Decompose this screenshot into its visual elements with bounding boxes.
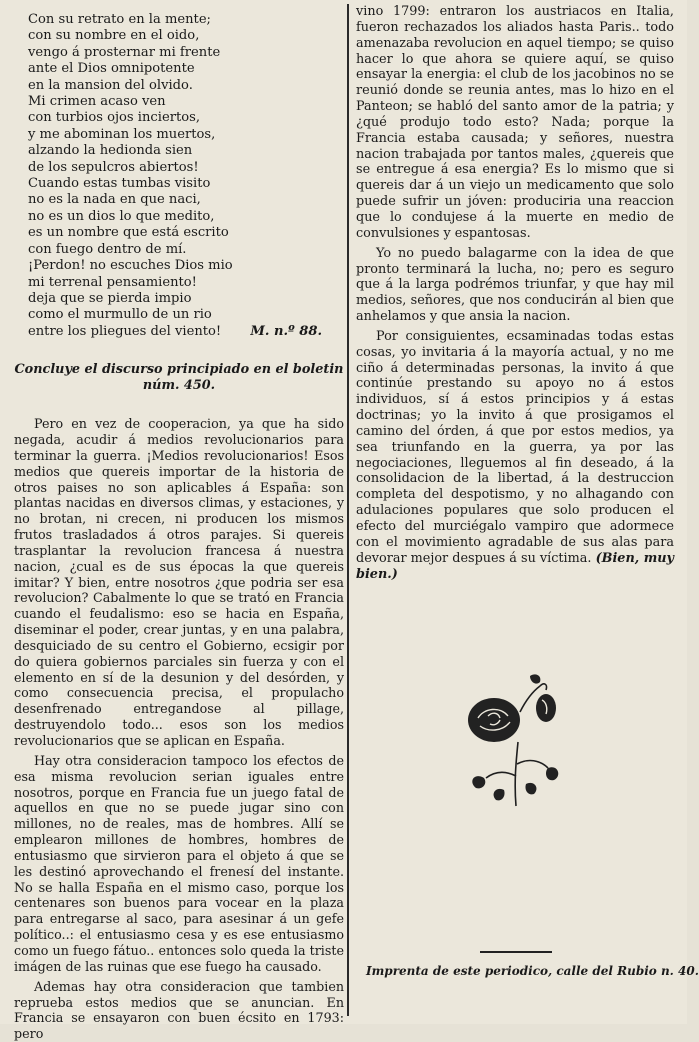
paragraph-text: Por consiguientes, ecsaminadas todas estas cosas, yo invitaria á la mayoría actual, y no me ciño á determinadas personas, la invito á que continúe prestando su apoyo no á estos individuos, sí á estos principios y á estas doctrinas; yo la invito á que prosigamos el camino del órden, á que por estos medios, ya sea triunfando en la guerra, ya por las negociaciones, lleguemos al fin deseado, á la consolidacion de la libertad, á la destruccion completa del despotismo, y no alhagando con adulaciones populares que solo producen el efecto del murciégalo vampiro que adormece con el movimiento agradable de sus alas para devorar mejor despues á su víctima. (356, 328, 674, 566)
poem-line: con turbios ojos inciertos, (28, 110, 200, 126)
poem-line: es un nombre que está escrito (28, 225, 229, 241)
poem-line: no es un dios lo que medito, (28, 208, 215, 224)
paragraph (356, 329, 674, 583)
column-rule (347, 4, 349, 1016)
poem-line: ante el Dios omnipotente (28, 61, 195, 77)
left-prose (14, 416, 344, 1042)
poem-line: vengo á prosternar mi frente (28, 44, 221, 60)
paragraph: Hay otra consideracion tampoco los efectos de esa misma revolucion serian iguales entre nosotros, porque en Francia fue un juego fatal de aquellos en que no se puede jugar sino con millones, no de reales, mas de hombres. Allí se emplearon millones de hombres, hombres de entusiasmo que sirvieron para el objeto á que se les destinó aprovechando el frenesí del instante. No se halla España en el mismo caso, porque los centenares son buenos para vocear en la plaza para entregarse al saco, para asesinar á un gefe político..: el entusiasmo cesa y es ese entusiasmo como un fuego fátuo.. entonces solo queda la triste imágen de las ruinas que ese fuego ha causado. (14, 752, 344, 974)
imprint-rule (480, 951, 552, 953)
poem-last-line: entre los pliegues del viento! (28, 323, 222, 339)
poem-line: alzando la hedionda sien (28, 143, 193, 159)
right-column (356, 4, 699, 1018)
section-heading-line2: núm. 450. (142, 378, 216, 394)
paragraph: Pero en vez de cooperacion, ya que ha sido negada, acudir á medios revolucionarios para terminar la guerra. ¡Medios revolucionarios! Esos medios que quereis importar de la historia de otros paises no son aplicables á España: son plantas nacidas en diversos climas, y estaciones, y no brotan, ni crecen, ni producen los mismos frutos trasladados á otros parajes. Si quereis trasplantar la revolucion francesa á nuestra nacion, ¿cual es de sus épocas la que quereis imitar? Y bien, entre nosotros ¿que podria ser esa revolucion? Cabalmente lo que se trató en Francia cuando el feudalismo: eso se hacia en España, diseminar el poder, crear juntas, y en una palabra, desquiciado de su centro el Gobierno, ecsigir por do quiera gobiernos parciales sin fuerza y con el elemento en sí de la desunion y del desórden, y como consecuencia precisa, el propulacho desenfrenado entregandose al pillage, destruyendolo todo... esos son los medios revolucionarios que se aplican en España. (14, 416, 344, 748)
paragraph: Ademas hay otra consideracion que tambien reprueba estos medios que se anuncian. En Francia se ensayaron con buen écsito en 1793: pero (14, 978, 344, 1042)
section-heading-line1: Concluye el discurso principiado en el boletin (14, 362, 344, 378)
poem-line: con su nombre en el oido, (28, 28, 200, 44)
rose-ornament-icon (460, 672, 564, 812)
applause-note: (Bien, muy bien.) (356, 550, 674, 582)
poem (28, 12, 344, 324)
poem-line: de los sepulcros abiertos! (28, 159, 199, 175)
section-heading (14, 362, 344, 394)
poem-line: ¡Perdon! no escuches Dios mio (28, 258, 233, 274)
left-column (14, 12, 344, 1042)
poem-line: y me abominan los muertos, (28, 126, 216, 142)
poem-line: como el murmullo de un rio (28, 307, 212, 323)
poem-line: Mi crimen acaso ven (28, 94, 166, 110)
poem-line: Cuando estas tumbas visito (28, 176, 211, 192)
poem-line: Con su retrato en la mente; (28, 12, 211, 27)
paragraph: Yo no puedo balagarme con la idea de que pronto terminará la lucha, no; pero es seguro que á la larga podrémos triunfar, y que hay mil medios, señores, que nos conducirán al bien que anhelamos y que ansia la nacion. (356, 245, 674, 325)
poem-line: deja que se pierda impio (28, 290, 192, 306)
paragraph: vino 1799: entraron los austriacos en Italia, fueron rechazados los aliados hasta Paris.. todo amenazaba revolucion en aquel tiempo; se quiso hacer lo que ahora se quiere aquí, se quiso ensayar la energia: el club de los jacobinos no se reunió donde se reunia antes, mas lo hizo en el Panteon; se habló del santo amor de la patria; y ¿qué produjo todo esto? Nada; porque la Francia estaba causada; y señores, nuestra nacion trabajada por tantos males, ¿quereis que se entregue á esa energia? Es lo mismo que si quereis dar á un viejo un medicamento que solo puede sufrir un jóven: produciria una reaccion que lo condujese á la muerte en medio de convulsiones y espantosas. (356, 4, 674, 241)
poem-line: no es la nada en que naci, (28, 192, 201, 208)
poem-line: con fuego dentro de mí. (28, 241, 187, 257)
poem-last-line-row (28, 324, 344, 340)
poem-line: mi terrenal pensamiento! (28, 274, 197, 290)
poem-signature: M. n.º 88. (250, 323, 322, 339)
right-prose (356, 4, 674, 582)
poem-line: en la mansion del olvido. (28, 77, 193, 93)
imprint-line: Imprenta de este periodico, calle del Rubio n. 40. (366, 964, 699, 978)
